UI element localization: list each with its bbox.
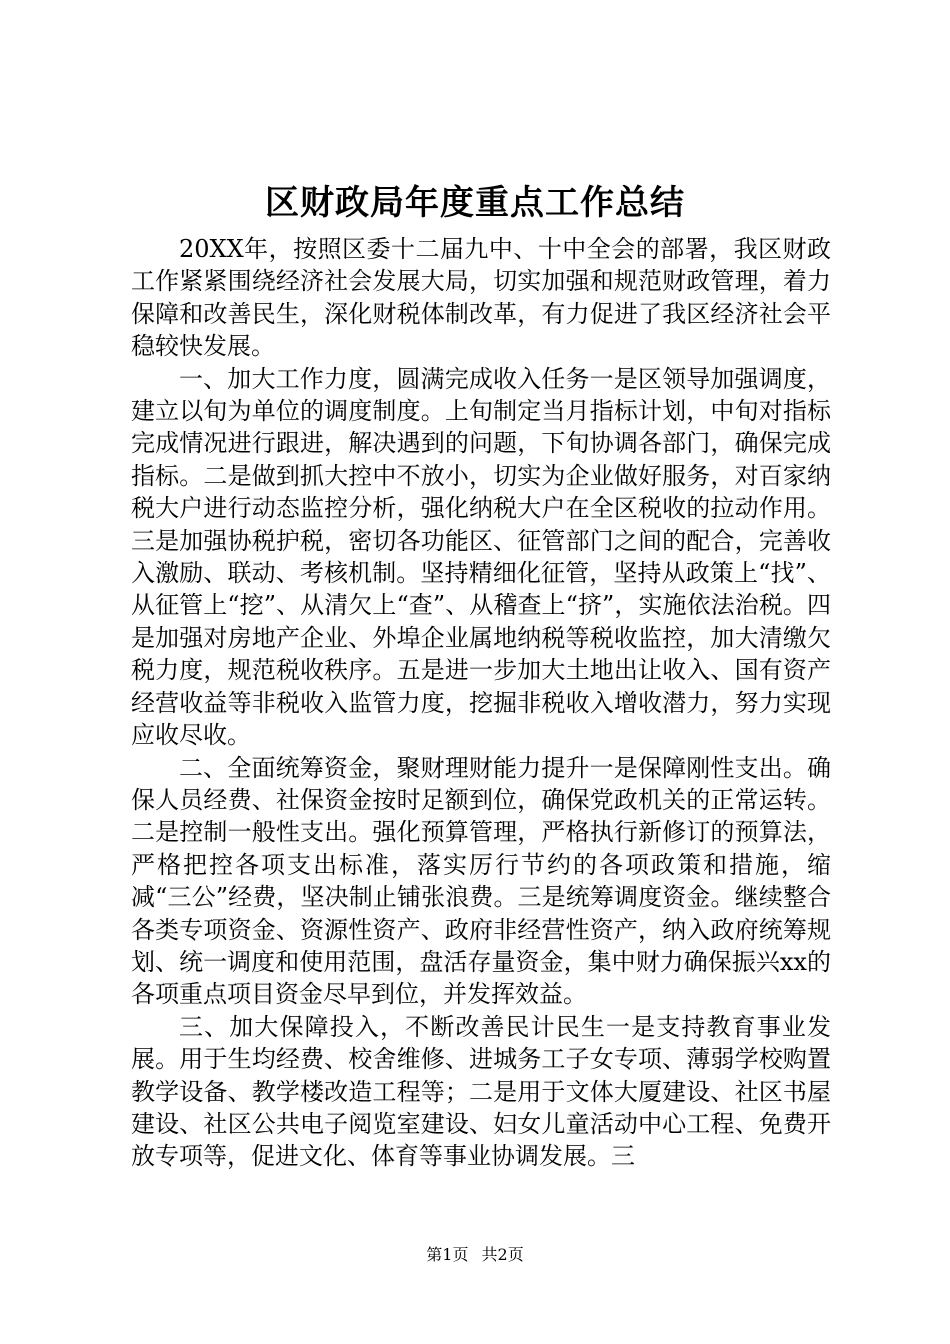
paragraph-section-2: 二、全面统筹资金，聚财理财能力提升一是保障刚性支出。确保人员经费、社保资金按时足额到位，确保党政机关的正常运转。二是控制一般性支出。强化预算管理，严格执行新修订的预算法，严格把控各项支出标准，落实厉行节约的各项政策和措施，缩减“三公”经费，坚决制止铺张浪费。三是统筹调度资金。继续整合各类专项资金、资源性资产、政府非经营性资产，纳入政府统筹规划、统一调度和使用范围，盘活存量资金，集中财力确保振兴xx的各项重点项目资金尽早到位，并发挥效益。 (131, 753, 831, 1009)
paragraph-section-3: 三、加大保障投入，不断改善民计民生一是支持教育事业发展。用于生均经费、校舍维修、进城务工子女专项、薄弱学校购置教学设备、教学楼改造工程等；二是用于文体大厦建设、社区书屋建设、社区公共电子阅览室建设、妇女儿童活动中心工程、免费开放专项等，促进文化、体育等事业协调发展。三 (131, 1012, 831, 1171)
document-title: 区财政局年度重点工作总结 (265, 183, 685, 223)
page-number-current: 第1页 (426, 1245, 469, 1264)
paragraph-section-1: 一、加大工作力度，圆满完成收入任务一是区领导加强调度，建立以旬为单位的调度制度。上旬制定当月指标计划，中旬对指标完成情况进行跟进，解决遇到的问题，下旬协调各部门，确保完成指标。二是做到抓大控中不放小，切实为企业做好服务，对百家纳税大户进行动态监控分析，强化纳税大户在全区税收的拉动作用。三是加强协税护税，密切各功能区、征管部门之间的配合，完善收入激励、联动、考核机制。坚持精细化征管，坚持从政策上“找”、从征管上“挖”、从清欠上“查”、从稽查上“挤”，实施依法治税。四是加强对房地产企业、外埠企业属地纳税等税收监控，加大清缴欠税力度，规范税收秩序。五是进一步加大土地出让收入、国有资产经营收益等非税收入监管力度，挖掘非税收入增收潜力，努力实现应收尽收。 (131, 364, 831, 750)
document-body (131, 233, 831, 1173)
page-number-total: 共2页 (481, 1245, 524, 1264)
paragraph-intro: 20XX年，按照区委十二届九中、十中全会的部署，我区财政工作紧紧围绕经济社会发展大局，切实加强和规范财政管理，着力保障和改善民生，深化财税体制改革，有力促进了我区经济社会平稳较快发展。 (131, 235, 831, 361)
page-footer (0, 1244, 950, 1266)
